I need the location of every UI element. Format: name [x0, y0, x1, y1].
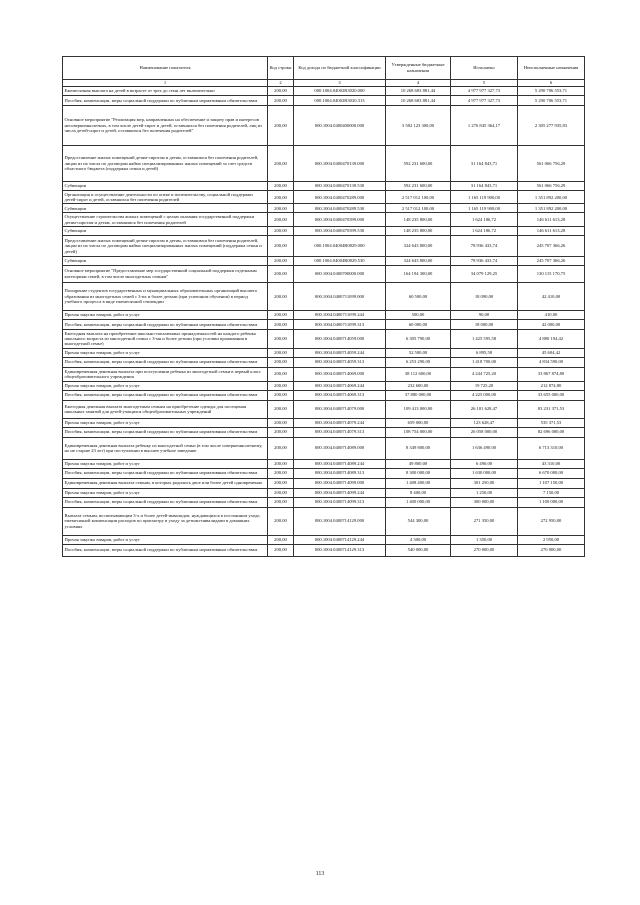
row-name: Ежегодная денежная выплата многодетным семьям на приобретение одежды для посещения школьных занятий для детей-учащихся общеобразовательных учреждений: [63, 400, 268, 418]
row-unexecuted: 245 707 366,26: [518, 235, 585, 256]
col-number: 4: [386, 79, 451, 86]
col-number: 1: [63, 79, 268, 86]
row-name: Прочая закупка товаров, работ и услуг: [63, 459, 268, 468]
table-row: [63, 535, 585, 544]
row-executed: 4 977 977 327,73: [451, 87, 518, 96]
table-row: [63, 256, 585, 265]
row-name: Ежегодная выплата на приобретение школьно-письменных принадлежностей на каждого ребенка школьного возраста из многодетной семьи с 3-мя и более детьми (при условии проживания в многодетной семье): [63, 329, 268, 348]
row-executed: 1 418 700,00: [451, 357, 518, 367]
row-executed: 1 624 186,72: [451, 213, 518, 226]
row-name: Ежемесячная выплата на детей в возрасте от трех до семи лет включительно: [63, 87, 268, 96]
row-approved: 324 643 800,00: [386, 235, 451, 256]
row-approved: 148 235 800,00: [386, 226, 451, 235]
row-income-code: 000.1004.0400714059.244: [294, 348, 386, 357]
row-line-code: 200,00: [268, 427, 294, 437]
row-income-code: 000.1004.0400470139.530: [294, 182, 386, 191]
row-income-code: 000.1004.0400400000.000: [294, 106, 386, 146]
row-executed: 6 895,58: [451, 348, 518, 357]
row-income-code: 000.1004.0400714079.244: [294, 418, 386, 427]
report-page: [62, 56, 584, 557]
row-income-code: 000.1004.0400714089.000: [294, 437, 386, 459]
row-line-code: 200,00: [268, 182, 294, 191]
table-row: [63, 437, 585, 459]
row-name: Основное мероприятие "Реализация мер, направленных на обеспечение и защиту прав и интересов несовершеннолетних, в том числе детей-сирот и детей, оставшихся без попечения родителей, лиц из числа детей-сирот и детей, оставшихся без попечения родителей": [63, 106, 268, 146]
header-line-code: Код строки: [268, 57, 294, 80]
table-row: [63, 459, 585, 468]
row-executed: 4 225 000,00: [451, 390, 518, 400]
row-line-code: 200,00: [268, 488, 294, 497]
row-unexecuted: 1 100 000,00: [518, 497, 585, 507]
row-approved: 60 000,00: [386, 319, 451, 329]
row-line-code: 200,00: [268, 146, 294, 182]
page-number: 113: [315, 871, 325, 877]
row-line-code: 200,00: [268, 367, 294, 381]
row-income-code: 000.1004.0400714099.313: [294, 497, 386, 507]
table-row: [63, 319, 585, 329]
row-name: Прочая закупка товаров, работ и услуг: [63, 418, 268, 427]
row-unexecuted: 2 305 277 935,83: [518, 106, 585, 146]
row-approved: 10 268 683 881,44: [386, 87, 451, 96]
row-name: Единовременная денежная выплата семьям, в которых родились двое или более детей одновременно: [63, 478, 268, 488]
table-row: [63, 390, 585, 400]
row-approved: 6 305 790,00: [386, 329, 451, 348]
row-unexecuted: 535 371,53: [518, 418, 585, 427]
row-income-code: 000.1004.0400714079.000: [294, 400, 386, 418]
row-name: Предоставление жилых помещений детям-сиротам и детям, оставшимся без попечения родителей, лицам из их числа по договорам найма специализированных жилых помещений (поддержка семьи и детей): [63, 235, 268, 256]
row-approved: 2 517 012 100,00: [386, 204, 451, 213]
row-income-code: 000.1004.0400714069.000: [294, 367, 386, 381]
row-approved: 232 600,00: [386, 381, 451, 390]
row-line-code: 200,00: [268, 535, 294, 544]
row-income-code: 000.1004.0400714069.313: [294, 390, 386, 400]
row-name: Пособия, компенсации, меры социальной поддержки по публичным нормативным обязательствам: [63, 468, 268, 478]
row-approved: 164 194 300,00: [386, 265, 451, 282]
row-income-code: 000.1004.0400470399.530: [294, 226, 386, 235]
row-income-code: 000.1004.0400714059.313: [294, 357, 386, 367]
row-line-code: 200,00: [268, 213, 294, 226]
row-executed: 1 165 119 900,00: [451, 191, 518, 204]
row-unexecuted: 83 231 371,53: [518, 400, 585, 418]
row-unexecuted: 1 107 150,00: [518, 478, 585, 488]
row-line-code: 200,00: [268, 282, 294, 310]
row-income-code: 000.1004.0400714129.000: [294, 507, 386, 535]
row-name: Основное мероприятие "Предоставление мер государственной социальной поддержки отдельным категориям семей, в том числе многодетных семьям": [63, 265, 268, 282]
row-name: Субвенции: [63, 204, 268, 213]
row-unexecuted: 270 000,00: [518, 544, 585, 556]
row-line-code: 200,00: [268, 106, 294, 146]
row-approved: 52 500,00: [386, 348, 451, 357]
row-unexecuted: 7 150,00: [518, 488, 585, 497]
row-executed: 1 250,00: [451, 488, 518, 497]
row-name: Субвенции: [63, 226, 268, 235]
row-approved: 38 112 600,00: [386, 367, 451, 381]
row-unexecuted: 6 713 310,00: [518, 437, 585, 459]
row-name: Пособия, компенсации, меры социальной поддержки по публичным нормативным обязательствам: [63, 427, 268, 437]
row-unexecuted: 45 604,42: [518, 348, 585, 357]
row-line-code: 200,00: [268, 348, 294, 357]
col-number: 3: [294, 79, 386, 86]
col-number: 5: [451, 79, 518, 86]
row-unexecuted: 410,00: [518, 310, 585, 319]
row-executed: 271 350,00: [451, 507, 518, 535]
row-income-code: 000.1004.0400711099.244: [294, 310, 386, 319]
row-executed: 31 164 843,71: [451, 146, 518, 182]
table-row: [63, 265, 585, 282]
row-executed: 26 058 000,00: [451, 427, 518, 437]
row-name: Пособия, компенсации, меры социальной поддержки по публичным нормативным обязательствам: [63, 357, 268, 367]
row-line-code: 200,00: [268, 497, 294, 507]
row-name: Субвенции: [63, 256, 268, 265]
row-executed: 31 164 843,71: [451, 182, 518, 191]
row-line-code: 200,00: [268, 235, 294, 256]
row-line-code: 200,00: [268, 400, 294, 418]
row-income-code: 000.1004.0400714129.244: [294, 535, 386, 544]
row-unexecuted: 43 310,00: [518, 459, 585, 468]
row-unexecuted: 146 611 613,28: [518, 226, 585, 235]
row-name: Пособия, компенсации, меры социальной поддержки по публичным нормативным обязательствам: [63, 96, 268, 106]
column-number-row: [63, 79, 585, 86]
table-row: [63, 544, 585, 556]
table-row: [63, 427, 585, 437]
row-income-code: 000.1004.0400470289.000: [294, 191, 386, 204]
row-income-code: 000.1004.0400711099.313: [294, 319, 386, 329]
header-unexecuted: Неисполненные назначения: [518, 57, 585, 80]
row-name: Прочая закупка товаров, работ и услуг: [63, 381, 268, 390]
table-row: [63, 182, 585, 191]
row-unexecuted: 1 351 892 200,00: [518, 204, 585, 213]
row-income-code: 000.1004.0400714099.244: [294, 488, 386, 497]
row-income-code: 000.1004.0400470289.530: [294, 204, 386, 213]
table-row: [63, 191, 585, 204]
row-line-code: 200,00: [268, 381, 294, 390]
table-row: [63, 348, 585, 357]
row-approved: 4 300,00: [386, 535, 451, 544]
row-executed: 78 936 433,74: [451, 235, 518, 256]
row-approved: 592 231 600,00: [386, 146, 451, 182]
row-approved: 8 400,00: [386, 488, 451, 497]
table-row: [63, 282, 585, 310]
row-approved: 6 253 290,00: [386, 357, 451, 367]
header-approved: Утвержденные бюджетные назначения: [386, 57, 451, 80]
row-executed: 4 977 977 327,73: [451, 96, 518, 106]
row-executed: 34 079 129,25: [451, 265, 518, 282]
table-row: [63, 507, 585, 535]
row-income-code: 000.1004.04004R0829.530: [294, 256, 386, 265]
row-approved: 1 408 400,00: [386, 478, 451, 488]
row-approved: 544 300,00: [386, 507, 451, 535]
row-line-code: 200,00: [268, 256, 294, 265]
row-unexecuted: 130 115 170,75: [518, 265, 585, 282]
row-line-code: 200,00: [268, 459, 294, 468]
row-unexecuted: 4 880 194,42: [518, 329, 585, 348]
row-name: Осуществление строительства жилых помещений с целью оказания государственной поддержки детям-сиротам и детям, оставшимся без попечения родителей: [63, 213, 268, 226]
row-approved: 8 300 000,00: [386, 468, 451, 478]
table-row: [63, 106, 585, 146]
table-row: [63, 87, 585, 96]
row-executed: 78 936 433,74: [451, 256, 518, 265]
header-executed: Исполнено: [451, 57, 518, 80]
row-name: Пособия, компенсации, меры социальной поддержки по публичным нормативным обязательствам: [63, 319, 268, 329]
row-income-code: 000.1004.0400714129.313: [294, 544, 386, 556]
table-row: [63, 478, 585, 488]
row-approved: 108 754 000,00: [386, 427, 451, 437]
row-line-code: 200,00: [268, 478, 294, 488]
row-approved: 592 231 600,00: [386, 182, 451, 191]
row-name: Прочая закупка товаров, работ и услуг: [63, 535, 268, 544]
row-unexecuted: 272 950,00: [518, 507, 585, 535]
row-executed: 26 181 628,47: [451, 400, 518, 418]
row-approved: 60 500,00: [386, 282, 451, 310]
row-line-code: 200,00: [268, 544, 294, 556]
row-income-code: 000.1004.0400470139.000: [294, 146, 386, 182]
table-row: [63, 226, 585, 235]
row-line-code: 200,00: [268, 468, 294, 478]
row-executed: 19 725,20: [451, 381, 518, 390]
row-executed: 1 276 845 364,17: [451, 106, 518, 146]
row-approved: 1 400 000,00: [386, 497, 451, 507]
row-line-code: 200,00: [268, 226, 294, 235]
row-approved: 540 000,00: [386, 544, 451, 556]
row-executed: 1 630 000,00: [451, 468, 518, 478]
table-row: [63, 418, 585, 427]
table-row: [63, 235, 585, 256]
row-name: Поощрение студентов государственных и муниципальных образовательных организаций высшего образования из многодетных семей с 3-их и более детьми (при успешном обучении) в период учебного процесса в виде ежемесячной стипендии: [63, 282, 268, 310]
row-income-code: 000.1004.0400714099.000: [294, 478, 386, 488]
row-name: Предоставление жилых помещений детям-сиротам и детям, оставшимся без попечения родителей, лицам из их числа по договорам найма специализированных жилых помещений за счет средств областного бюджета (поддержка семьи и детей): [63, 146, 268, 182]
row-executed: 18 090,00: [451, 282, 518, 310]
row-executed: 270 000,00: [451, 544, 518, 556]
row-line-code: 200,00: [268, 329, 294, 348]
row-approved: 2 517 012 100,00: [386, 191, 451, 204]
row-name: Пособия, компенсации, меры социальной поддержки по публичным нормативным обязательствам: [63, 544, 268, 556]
table-row: [63, 96, 585, 106]
table-row: [63, 329, 585, 348]
row-unexecuted: 5 290 706 553,71: [518, 87, 585, 96]
row-executed: 1 624 186,72: [451, 226, 518, 235]
row-income-code: 000.1004.0400470399.000: [294, 213, 386, 226]
header-income-code: Код дохода по бюджетной классификации: [294, 57, 386, 80]
row-approved: 10 268 683 881,44: [386, 96, 451, 106]
row-approved: 8 349 800,00: [386, 437, 451, 459]
row-unexecuted: 33 655 000,00: [518, 390, 585, 400]
row-executed: 1 636 490,00: [451, 437, 518, 459]
table-row: [63, 367, 585, 381]
row-unexecuted: 33 867 874,80: [518, 367, 585, 381]
row-executed: 18 000,00: [451, 319, 518, 329]
row-line-code: 200,00: [268, 418, 294, 427]
row-unexecuted: 561 066 756,29: [518, 182, 585, 191]
row-unexecuted: 561 066 756,29: [518, 146, 585, 182]
row-unexecuted: 4 834 590,00: [518, 357, 585, 367]
row-income-code: 000.1004.04002R3020.313: [294, 96, 386, 106]
row-line-code: 200,00: [268, 319, 294, 329]
header-name: Наименование показателя: [63, 57, 268, 80]
row-line-code: 200,00: [268, 87, 294, 96]
table-row: [63, 497, 585, 507]
table-row: [63, 146, 585, 182]
row-unexecuted: 245 707 366,26: [518, 256, 585, 265]
table-row: [63, 357, 585, 367]
row-line-code: 200,00: [268, 265, 294, 282]
row-name: Пособия, компенсации, меры социальной поддержки по публичным нормативным обязательствам: [63, 390, 268, 400]
table-row: [63, 381, 585, 390]
row-approved: 324 643 800,00: [386, 256, 451, 265]
row-unexecuted: 2 950,00: [518, 535, 585, 544]
row-name: Прочая закупка товаров, работ и услуг: [63, 310, 268, 319]
table-row: [63, 468, 585, 478]
table-row: [63, 310, 585, 319]
row-executed: 123 628,47: [451, 418, 518, 427]
row-name: Единовременная денежная выплата при поступлении ребенка из многодетной семьи в первый класс общеобразовательного учреждения: [63, 367, 268, 381]
col-number: 2: [268, 79, 294, 86]
row-approved: 3 582 123 300,00: [386, 106, 451, 146]
table-body: [63, 87, 585, 557]
row-line-code: 200,00: [268, 310, 294, 319]
row-approved: 109 413 000,00: [386, 400, 451, 418]
row-approved: 148 235 800,00: [386, 213, 451, 226]
row-name: Организация и осуществление деятельности по опеке и попечительству, социальной поддержки детей-сирот и детей, оставшихся без попечения родителей: [63, 191, 268, 204]
row-executed: 1 165 119 900,00: [451, 204, 518, 213]
row-line-code: 200,00: [268, 191, 294, 204]
table-row: [63, 488, 585, 497]
row-unexecuted: 6 670 000,00: [518, 468, 585, 478]
row-executed: 4 244 725,20: [451, 367, 518, 381]
row-approved: 659 000,00: [386, 418, 451, 427]
row-income-code: 000.1004.04004R0829.000: [294, 235, 386, 256]
row-executed: 6 490,00: [451, 459, 518, 468]
row-line-code: 200,00: [268, 507, 294, 535]
row-executed: 300 000,00: [451, 497, 518, 507]
row-name: Пособия, компенсации, меры социальной поддержки по публичным нормативным обязательствам: [63, 497, 268, 507]
row-income-code: 000.1004.0400714079.313: [294, 427, 386, 437]
table-row: [63, 400, 585, 418]
row-name: Прочая закупка товаров, работ и услуг: [63, 488, 268, 497]
row-name: Единовременная денежная выплата ребенку из многодетной семьи (в том числе совершеннолетнему, но не старше 23 лет) при поступлении в высшее учебное заведение: [63, 437, 268, 459]
row-line-code: 200,00: [268, 357, 294, 367]
table-row: [63, 213, 585, 226]
row-income-code: 000.1004.0400711099.000: [294, 282, 386, 310]
row-line-code: 200,00: [268, 96, 294, 106]
row-executed: 90,00: [451, 310, 518, 319]
row-name: Прочая закупка товаров, работ и услуг: [63, 348, 268, 357]
row-executed: 1 425 595,58: [451, 329, 518, 348]
row-name: Выплата семьям, воспитывающим 3-х и более детей-инвалидов, нуждающихся в постоянном уходе, ежемесячной компенсации расходов по присмотру и уходу за детьми-инвалидами в домашних условиях: [63, 507, 268, 535]
row-unexecuted: 42 000,00: [518, 319, 585, 329]
row-approved: 500,00: [386, 310, 451, 319]
table-header-row: [63, 57, 585, 80]
table-row: [63, 204, 585, 213]
row-line-code: 200,00: [268, 204, 294, 213]
row-income-code: 000.1004.04002R3020.000: [294, 87, 386, 96]
row-unexecuted: 146 611 613,28: [518, 213, 585, 226]
row-line-code: 200,00: [268, 390, 294, 400]
row-income-code: 000.1004.0400714059.000: [294, 329, 386, 348]
row-unexecuted: 1 351 892 200,00: [518, 191, 585, 204]
budget-execution-table: [62, 56, 585, 557]
row-unexecuted: 212 874,80: [518, 381, 585, 390]
row-unexecuted: 82 696 000,00: [518, 427, 585, 437]
row-name: Субвенции: [63, 182, 268, 191]
row-unexecuted: 42 410,00: [518, 282, 585, 310]
row-income-code: 000.1004.0400714069.244: [294, 381, 386, 390]
row-income-code: 000.1004.0400714089.313: [294, 468, 386, 478]
row-executed: 301 250,00: [451, 478, 518, 488]
row-income-code: 000.1004.0400700000.000: [294, 265, 386, 282]
row-income-code: 000.1004.0400714089.244: [294, 459, 386, 468]
row-approved: 49 800,00: [386, 459, 451, 468]
row-line-code: 200,00: [268, 437, 294, 459]
row-executed: 1 350,00: [451, 535, 518, 544]
row-approved: 37 880 000,00: [386, 390, 451, 400]
row-unexecuted: 5 290 706 553,71: [518, 96, 585, 106]
col-number: 6: [518, 79, 585, 86]
